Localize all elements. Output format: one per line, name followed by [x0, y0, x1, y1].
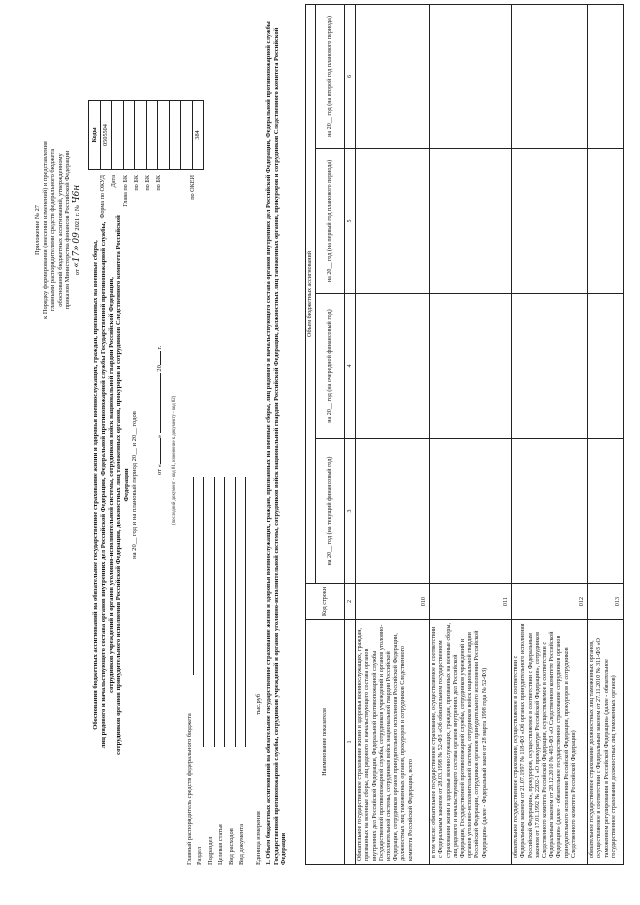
field-row — [194, 477, 205, 865]
value-cell[interactable] — [588, 4, 624, 148]
table-header-row — [306, 4, 316, 864]
value-cell[interactable] — [430, 439, 512, 584]
field-row — [225, 477, 236, 865]
appendix-date-line — [72, 80, 83, 380]
date-year: 2021 г. — [73, 212, 81, 231]
document-date-line — [156, 346, 164, 475]
field-line[interactable] — [216, 477, 225, 747]
column-number: 1 — [345, 620, 356, 865]
code-label: Глава по БК — [121, 175, 129, 207]
date-day: «17» — [71, 245, 82, 268]
row-code: 011 — [430, 584, 512, 620]
code-label: по БК — [132, 175, 140, 191]
value-cell[interactable] — [512, 149, 588, 294]
header-col1: на 20__ год (на текущий финансовый год) — [316, 439, 345, 584]
field-label: Раздел — [196, 846, 204, 865]
codes-labels — [99, 175, 201, 315]
code-value — [112, 101, 124, 170]
field-line[interactable] — [237, 477, 246, 747]
dateline-suffix: г. — [156, 345, 163, 350]
dateline-year-blank — [160, 351, 161, 365]
appendix-line: к Порядку формирования (внесения изменений) и представления — [41, 141, 49, 319]
value-cell[interactable] — [356, 149, 430, 294]
field-label: Подраздел — [206, 836, 214, 865]
number-prefix: № — [73, 204, 81, 212]
unit-value: тыс.руб — [254, 694, 262, 715]
column-number: 6 — [345, 4, 356, 148]
value-cell[interactable] — [512, 294, 588, 439]
section-title: 1. Объем бюджетных ассигнований на обязательное государственное страхование жизни и здоровья военнослужащих, граждан, призванных на военные сборы, лиц рядового и начальствующего состава органов внутренних дел Российской Федерации, Федеральной противопожарной службы Государственной противопожарной службы, сотрудников учреждений и органов уголовно-исполнительной системы, сотрудников войск национальной гвардии Российской Федерации, должностных лиц таможенных органов, прокуроров и сотрудников Следственного комитета Российской Федерации — [265, 21, 288, 865]
code-label: по БК — [155, 175, 163, 191]
code-value — [135, 101, 147, 170]
column-number: 4 — [345, 294, 356, 439]
row-name: обязательное государственное страхование, осуществляемое в соответствии с Федеральным законом от 21.07.1997 № 118-ФЗ «Об органах принудительного исполнения Российской Федерации», прокуроров, осуществляемое в соответствии с Федеральным законом от 17.01.1992 № 2202-1 «О прокуратуре Российской Федерации», сотрудников Следственного комитета Российской Федерации, осуществляемое в соответствии с Федеральным законом от 28.12.2010 № 403-ФЗ «О Следственном комитете Российской Федерации» (далее - обязательное государственное страхование сотрудников органов принудительного исполнения Российской Федерации, прокуроров и сотрудников Следственного комитета Российской Федерации) — [512, 620, 588, 865]
value-cell[interactable] — [588, 149, 624, 294]
header-name: Наименование показателя — [306, 620, 345, 865]
title-line: сотрудников органов принудительного исполнения Российской Федерации, должностных лиц таможенных органов, прокуроров и сотрудников Следственного комитета Российской Федерации — [115, 215, 131, 755]
field-row — [204, 477, 215, 865]
header-group: Объем бюджетных ассигнований — [306, 4, 316, 583]
row-code: 010 — [356, 584, 430, 620]
field-label: Вид документа — [238, 823, 246, 865]
code-label: Форма по ОКУД — [99, 175, 106, 219]
unit-label: Единица измерения — [254, 811, 262, 865]
code-label: по БК — [144, 175, 152, 191]
title-line: сотрудников учреждений и органов уголовно-исполнительной системы, сотрудников войск национальной гвардии Российской Федерации, — [107, 277, 115, 693]
code-label: по ОКЕИ — [189, 175, 197, 200]
code-value — [146, 101, 158, 170]
code-value: 384 — [192, 101, 204, 170]
code-label — [178, 175, 189, 315]
budget-table — [305, 4, 624, 865]
code-label: Дата — [110, 175, 118, 188]
title-line: Обоснования бюджетных ассигнований на обязательное государственное страхование жизни и здоровья военнослужащих, граждан, призванных на военные сборы, — [92, 240, 99, 730]
code-label — [167, 175, 178, 315]
appendix-line: приказом Министерства финансов Российской Федерации — [64, 150, 72, 310]
title-period: на 20__ год и на плановый период 20__ и 20__ годов — [130, 411, 138, 559]
value-cell[interactable] — [512, 439, 588, 584]
field-line[interactable] — [206, 477, 215, 747]
value-cell[interactable] — [430, 294, 512, 439]
value-cell[interactable] — [356, 294, 430, 439]
dateline-caption: (последний документ - код 01, изменение к документу - код 02) — [172, 395, 177, 525]
row-name: в том числе: обязательное государственное страхование, осуществляемое в соответствии с Федеральным законом от 28.03.1998 № 52-ФЗ «Об обязательном государственном страховании жизни и здоровья военнослужащих, граждан, призванных на военные сборы, лиц рядового и начальствующего состава органов внутренних дел Российской Федерации, Государственной противопожарной службы, сотрудников учреждений и органов уголовно-исполнительной системы, сотрудников войск национальной гвардии Российской Федерации, сотрудников органов принудительного исполнения Российской Федерации» (далее - Федеральный закон от 28 марта 1998 года № 52-ФЗ) — [430, 620, 512, 865]
dateline-day-blank — [160, 438, 161, 464]
header-col2: на 20__ год (на очередной финансовый год) — [316, 294, 345, 439]
table-row — [430, 4, 512, 864]
row-code: 012 — [512, 584, 588, 620]
appendix-line: главными распорядителями средств федерального бюджета — [49, 148, 57, 312]
header-col3: на 20__ год (на первый год планового периода) — [316, 149, 345, 294]
value-cell[interactable] — [430, 149, 512, 294]
column-number: 3 — [345, 439, 356, 584]
table-row — [356, 4, 430, 864]
field-label: Главный распорядитель средств федерального бюджета — [185, 713, 193, 865]
row-name: обязательное государственное страхование должностных лиц таможенных органов, осуществляемое в соответствии с Федеральным законом от 27.11.2010 № 311-ФЗ «О таможенном регулировании в Российской Федерации» (далее - обязательное государственное страхование должностных лиц таможенных органов) — [588, 620, 624, 865]
column-numbers-row — [345, 4, 356, 864]
code-value — [158, 101, 170, 170]
value-cell[interactable] — [356, 4, 430, 148]
order-number: Ч6н — [71, 184, 82, 204]
appendix-line: обоснований бюджетных ассигнований, утвержденному — [56, 153, 64, 307]
value-cell[interactable] — [356, 439, 430, 584]
field-row — [236, 477, 247, 865]
table-row — [588, 4, 624, 864]
column-number: 2 — [345, 584, 356, 620]
unit-row — [252, 477, 263, 865]
codes-header: Коды — [89, 101, 101, 170]
row-code: 013 — [588, 584, 624, 620]
field-line[interactable] — [195, 477, 204, 747]
date-month: 09 — [71, 232, 82, 244]
value-cell[interactable] — [588, 294, 624, 439]
field-label: Целевая статья — [217, 824, 225, 865]
dateline-month-blank — [160, 373, 161, 433]
row-name: Обязательное государственное страхование жизни и здоровья военнослужащих, граждан, призванных на военные сборы, лиц рядового и начальствующего состава органов внутренних дел Российской Федерации, Федеральной противопожарной службы Государственной противопожарной службы, сотрудников учреждений и органов уголовно-исполнительной системы, сотрудников войск национальной гвардии Российской Федерации, сотрудников органов принудительного исполнения Российской Федерации, должностных лиц таможенных органов, прокуроров и сотрудников Следственного комитета Российской Федерации, всего — [356, 620, 430, 865]
value-cell[interactable] — [588, 439, 624, 584]
field-label: Вид расходов — [227, 828, 235, 865]
dateline-year: 20 — [156, 365, 163, 372]
header-col4: на 20__ год (на второй год планового периода) — [316, 4, 345, 148]
header-fields — [183, 477, 263, 865]
value-cell[interactable] — [512, 4, 588, 148]
field-line[interactable] — [185, 477, 194, 675]
appendix-block — [34, 80, 82, 380]
value-cell[interactable] — [430, 4, 512, 148]
appendix-line: Приложение № 27 — [34, 205, 41, 255]
code-value — [123, 101, 135, 170]
table-row — [512, 4, 588, 864]
codes-table — [88, 100, 204, 170]
code-value — [169, 101, 181, 170]
field-row — [215, 477, 226, 865]
date-prefix: от — [73, 269, 81, 276]
column-number: 5 — [345, 149, 356, 294]
dateline-prefix: от « — [156, 464, 163, 475]
dateline-mid: » — [156, 434, 163, 439]
field-row — [183, 477, 194, 865]
field-line[interactable] — [227, 477, 236, 747]
code-value: 0505504 — [100, 101, 112, 170]
code-value — [181, 101, 193, 170]
title-line: лиц рядового и начальствующего состава органов внутренних дел Российской Федерации, Федеральной противопожарной службы Государственной противопожарной службы, — [99, 221, 107, 749]
header-code: Код строки — [306, 584, 345, 620]
